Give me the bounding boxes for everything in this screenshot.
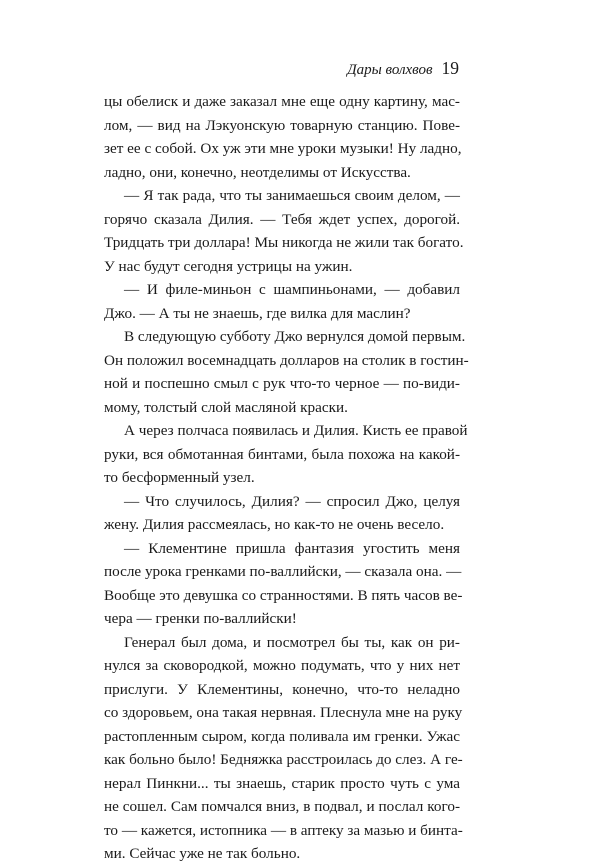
text-line: У нас будут сегодня устрицы на ужин.: [104, 257, 353, 275]
text-line: нулся за сковородкой, можно подумать, что у них нет: [104, 657, 460, 674]
page-number: 19: [441, 58, 459, 78]
running-head: [347, 58, 459, 79]
text-line: руки, вся обмотанная бинтами, была похожа на какой-: [104, 445, 460, 463]
text-line: Генерал был дома, и посмотрел бы ты, как он ри-: [124, 633, 460, 651]
text-line: то — кажется, истопника — в аптеку за мазью и бинта-: [104, 821, 463, 839]
text-line: не сошел. Сам помчался вниз, в подвал, и послал кого-: [104, 798, 460, 815]
text-line: ной и поспешно смыл с рук что-то черное — по-види-: [104, 375, 460, 392]
text-line: чера — гренки по-валлийски!: [104, 610, 297, 627]
text-line: после урока гренками по-валлийски, — сказала она. —: [104, 563, 462, 580]
text-line: растопленным сыром, когда поливала им гренки. Ужас: [104, 727, 460, 745]
text-line: — И филе-миньон с шампиньонами, — добавил: [124, 281, 460, 298]
text-line: Тридцать три доллара! Мы никогда не жили так богато.: [104, 234, 464, 251]
text-line: Джо. — А ты не знаешь, где вилка для маслин?: [104, 304, 411, 322]
text-line: лом, — вид на Лэкуонскую товарную станцию. Пове-: [104, 116, 460, 134]
text-line: ладно, они, конечно, неотделимы от Искусства.: [104, 163, 411, 181]
text-line: нерал Пинкни... ты знаешь, старик просто чуть с ума: [104, 774, 460, 792]
text-line: цы обелиск и даже заказал мне еще одну картину, мас-: [104, 93, 460, 110]
text-line: — Что случилось, Дилия? — спросил Джо, целуя: [124, 492, 460, 510]
text-line: зет ее с собой. Ох уж эти мне уроки музыки! Ну ладно,: [104, 140, 462, 157]
text-line: — Клементине пришла фантазия угостить меня: [124, 539, 460, 557]
text-line: мому, толстый слой масляной краски.: [104, 398, 348, 416]
text-line: жену. Дилия рассмеялась, но как-то не очень весело.: [104, 516, 445, 533]
text-line: со здоровьем, она такая нервная. Плеснула мне на руку: [104, 704, 463, 721]
text-line: горячо сказала Дилия. — Тебя ждет успех, дорогой.: [104, 210, 460, 228]
text-line: ми. Сейчас уже не так больно.: [104, 845, 301, 862]
text-line: — Я так рада, что ты занимаешься своим делом, —: [124, 187, 460, 204]
body-text: [104, 90, 469, 866]
text-line: как больно было! Бедняжка расстроилась до слез. А ге-: [104, 751, 463, 768]
text-line: А через полчаса появилась и Дилия. Кисть ее правой: [124, 422, 468, 439]
running-title: Дары волхвов: [347, 62, 433, 78]
text-line: Он положил восемнадцать долларов на столик в гостин-: [104, 351, 469, 369]
text-line: В следующую субботу Джо вернулся домой первым.: [124, 328, 466, 345]
text-line: прислуги. У Клементины, конечно, что-то неладно: [104, 680, 460, 698]
text-line: Вообще это девушка со странностями. В пять часов ве-: [104, 586, 463, 604]
text-line: то бесформенный узел.: [104, 469, 255, 486]
